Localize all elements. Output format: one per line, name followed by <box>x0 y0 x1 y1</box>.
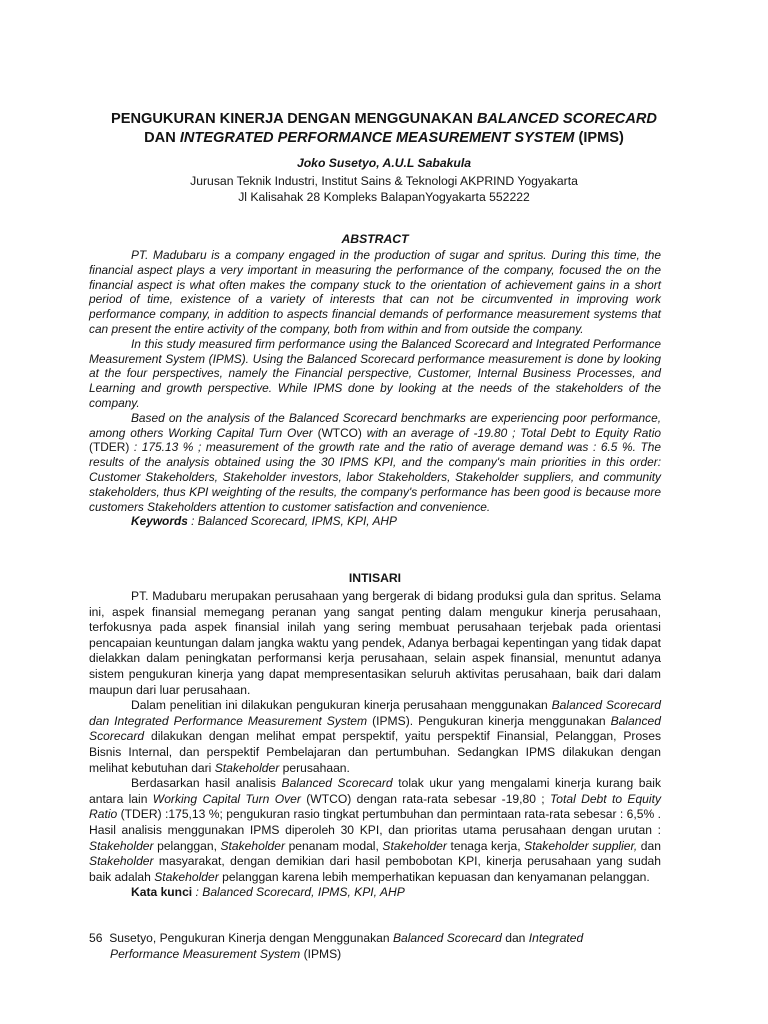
text-run: tenaga kerja, <box>446 838 525 853</box>
abstract-heading: ABSTRACT <box>341 232 409 246</box>
title-part: PENGUKURAN KINERJA DENGAN MENGGUNAKAN <box>111 111 477 127</box>
affiliation-line: Jl Kalisahak 28 Kompleks BalapanYogyakarta 552222 <box>238 190 530 204</box>
text-run: (IPMS). Pengukuran kinerja menggunakan <box>367 713 611 728</box>
text-run: Berdasarkan hasil analisis <box>131 776 282 791</box>
text-run-italic: Balanced Scorecard <box>89 713 661 744</box>
text-run-italic: Balanced Scorecard <box>281 776 393 791</box>
text-run-italic: Stakeholder <box>214 760 280 775</box>
abstract-section <box>89 232 661 529</box>
title-part-italic: BALANCED SCORECARD <box>476 111 657 127</box>
keywords-text: : Balanced Scorecard, IPMS, KPI, AHP <box>187 514 397 529</box>
title-part-italic: INTEGRATED PERFORMANCE MEASUREMENT SYSTEM <box>179 130 575 146</box>
text-run: Susetyo, Pengukuran Kinerja dengan Menggunakan <box>109 931 393 945</box>
text-run: penanam modal, <box>285 838 383 853</box>
paper-title <box>60 110 708 148</box>
text-run: Based on the analysis of the Balanced Scorecard benchmarks are experiencing poor performance, among others Working Capital Turn Over <box>89 410 661 440</box>
affiliation <box>60 173 708 205</box>
text-run: dan <box>637 838 661 853</box>
intisari-paragraph <box>89 776 661 885</box>
text-run: dan <box>501 931 529 945</box>
footer-line <box>89 947 689 963</box>
footer-line <box>89 931 689 947</box>
text-run-italic: Stakeholder supplier, <box>524 838 638 853</box>
text-run: (WTCO) dengan rata-rata sebesar -19,80 ; <box>300 791 550 806</box>
affiliation-line: Jurusan Teknik Industri, Institut Sains & Teknologi AKPRIND Yogyakarta <box>190 174 578 188</box>
text-run: tolak ukur yang mengalami kinerja kurang baik antara lain <box>89 776 661 806</box>
text-run: (IPMS) <box>300 946 342 961</box>
text-run: (WTCO) <box>317 425 362 440</box>
keywords-label: Keywords <box>131 514 188 529</box>
title-part: DAN <box>144 130 180 146</box>
text-run: : 175.13 % ; measurement of the growth rate and the ratio of average demand was : 6.5 %. The results of the analysis obtained using the 30 IPMS KPI, and the company's main priorities in this order: Customer Stakeholders, Stakeholder investors, labor Stakeholders, Stakeholder suppliers, and community stakeholders, thus KPI weighting of the results, the company's performance has been good is because more customers Stakeholders attention to customer satisfaction and convenience. <box>89 440 661 514</box>
title-part: (IPMS) <box>574 130 624 146</box>
text-run: (TDER) :175,13 %; pengukuran rasio tingkat pertumbuhan dan permintaan rata-rata sebesar : 6,5% . Hasil analisis menggunakan IPMS diperoleh 30 KPI, dan prioritas utama perusahaan dengan urutan : <box>89 807 661 837</box>
text-run: pelanggan, <box>153 838 221 853</box>
text-run-italic: Stakeholder <box>220 838 286 853</box>
text-run-italic: Stakeholder <box>382 838 447 853</box>
text-run-italic: Stakeholder <box>89 838 154 853</box>
abstract-paragraph <box>89 411 661 515</box>
page-number: 56 <box>89 931 103 945</box>
intisari-paragraph <box>89 698 661 776</box>
abstract-keywords <box>89 514 661 529</box>
abstract-paragraph: In this study measured firm performance using the Balanced Scorecard and Integrated Performance Measurement System (IPMS). Using the Balanced Scorecard performance measurement is done by looking at the four perspectives, namely the Financial perspective, Customer, Internal Business Processes, and Learning and growth perspective. While IPMS done by looking at the needs of the stakeholders of the company. <box>89 336 661 410</box>
intisari-heading: INTISARI <box>348 571 402 585</box>
text-run-italic: Balanced Scorecard dan Integrated Performance Measurement System <box>89 698 661 728</box>
text-run-italic: Stakeholder <box>89 854 154 869</box>
authors: Joko Susetyo, A.U.L Sabakula <box>296 156 472 170</box>
text-run-italic: Stakeholder <box>154 869 219 884</box>
text-run-italic: Performance Measurement System <box>110 946 301 961</box>
abstract-paragraph: PT. Madubaru is a company engaged in the production of sugar and spritus. During this time, the financial aspect plays a very important in measuring the performance of the company, focused the on the financial aspect is what often makes the company stuck to the orientation of achievement gains in a short period of time, existence of a variety of interests that can not be circumvented in improving work performance company, in addition to aspects financial demands of performance measurement systems that can present the entire activity of the company, both from within and from outside the company. <box>89 248 661 336</box>
keywords-text: : Balanced Scorecard, IPMS, KPI, AHP <box>192 885 405 900</box>
text-run: (TDER) <box>89 440 130 455</box>
text-run: pelanggan karena lebih memperhatikan kepuasan dan kenyamanan pelanggan. <box>218 869 650 884</box>
intisari-keywords <box>89 885 661 901</box>
intisari-section <box>89 571 661 901</box>
text-run: with an average of -19.80 ; Total Debt to Equity Ratio <box>361 425 661 440</box>
text-run: Dalam penelitian ini dilakukan pengukuran kinerja perusahaan menggunakan <box>131 698 552 713</box>
text-run: perusahaan. <box>279 760 350 775</box>
text-run-italic: Integrated <box>528 931 584 945</box>
text-run-italic: Working Capital Turn Over <box>152 791 301 806</box>
text-run-italic: Total Debt to Equity Ratio <box>89 791 661 822</box>
keywords-label: Kata kunci <box>131 885 193 900</box>
text-run: dilakukan dengan melihat empat perspektif, yaitu perspektif Finansial, Pelanggan, Proses Bisnis Internal, dan perspektif Pembelajaran dan pertumbuhan. Sedangkan IPMS dilakukan dengan melihat kebutuhan dari <box>89 729 661 775</box>
text-run: masyarakat, dengan demikian dari hasil pembobotan KPI, kinerja perusahaan yang sudah baik adalah <box>89 854 661 884</box>
page-footer <box>89 931 689 962</box>
intisari-paragraph: PT. Madubaru merupakan perusahaan yang bergerak di bidang produksi gula dan spritus. Selama ini, aspek finansial memegang peranan yang sangat penting dalam mengukur kinerja perusahaan, terfokusnya pada aspek finansial inilah yang sering membuat perusahaan terjebak pada orientasi pencapaian keuntungan dalam jangka waktu yang pendek, Adanya berbagai kepentingan yang tidak dapat dielakkan dalam peningkatan performansi kerja perusahaan, selain aspek finansial, menuntut adanya sistem pengukuran kinerja yang dapat mempresentasikan seluruh aktivitas perusahaan, baik dari dalam maupun dari luar perusahaan. <box>89 589 661 697</box>
text-run-italic: Balanced Scorecard <box>392 931 502 945</box>
